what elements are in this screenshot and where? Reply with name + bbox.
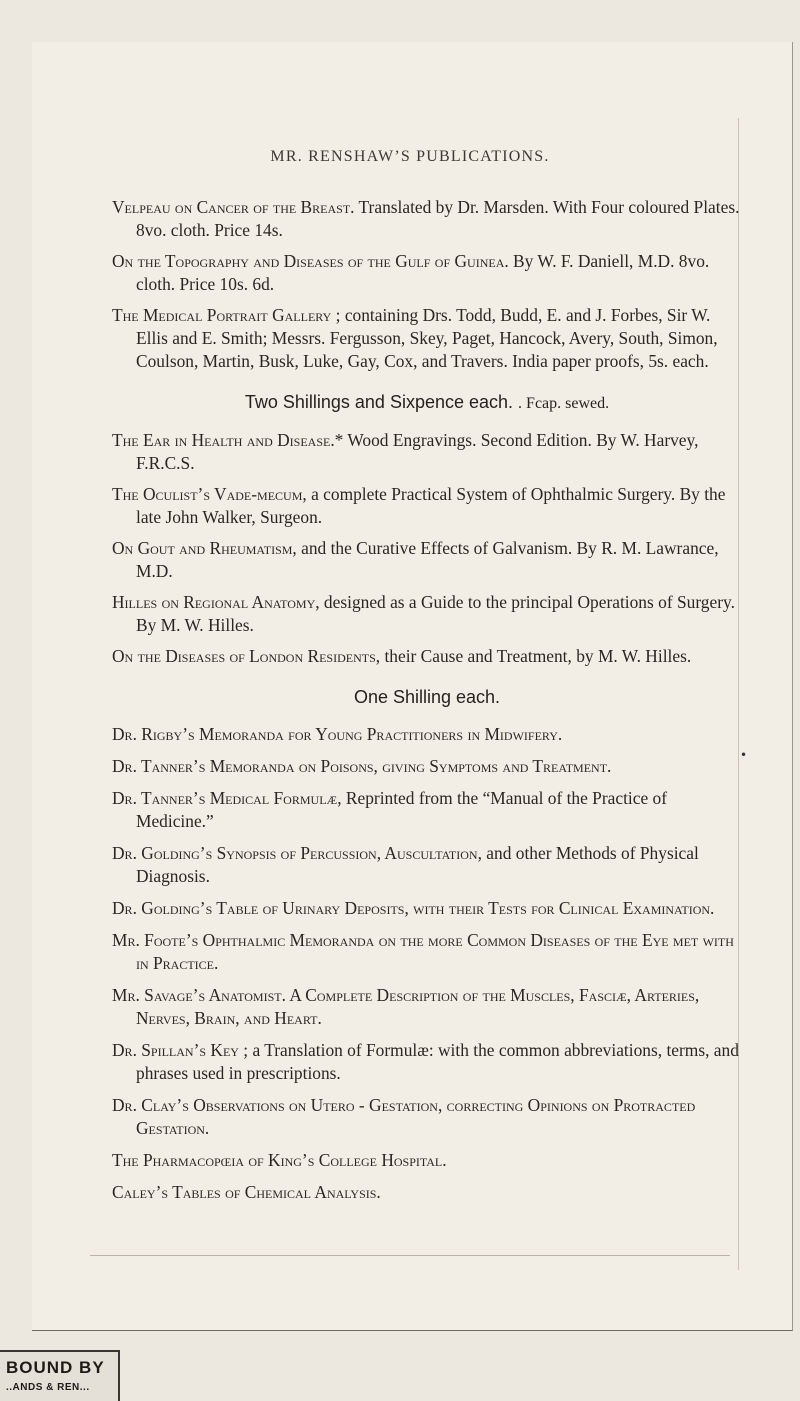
running-head: MR. RENSHAW’S PUBLICATIONS.: [270, 148, 550, 165]
entry-title: On Gout and Rheumatism,: [112, 538, 297, 558]
entry-details: and other Methods of Physical Diagnosis.: [136, 843, 699, 886]
entry-title: The Ear in Health and Disease.: [112, 430, 335, 450]
entry-title: Dr. Tanner’s Medical Formulæ,: [112, 788, 342, 808]
entry-title: Dr. Rigby’s Memoranda for Young Practitioners in Midwifery.: [112, 724, 563, 744]
catalogue-entry: [112, 1039, 742, 1085]
entry-title: Mr. Foote’s Ophthalmic Memoranda on the more Common Diseases of the Eye met with in Practice.: [112, 930, 734, 973]
bottom-rule: [90, 1255, 730, 1256]
entry-title: Dr. Golding’s Table of Urinary Deposits, with their Tests for Clinical Examination.: [112, 898, 715, 918]
entry-title: Dr. Golding’s Synopsis of Percussion, Auscultation,: [112, 843, 482, 863]
entry-title: Caley’s Tables of Chemical Analysis.: [112, 1182, 381, 1202]
section-heading-one-shilling: [112, 686, 742, 709]
catalogue-entry: [112, 1181, 742, 1204]
margin-mark-icon: •: [740, 748, 748, 762]
catalogue-entry: [112, 723, 742, 746]
binder-ticket-line2: ..ANDS & REN...: [6, 1382, 90, 1393]
entry-title: The Medical Portrait Gallery ;: [112, 305, 341, 325]
entry-details: By W. F. Daniell, M.D. 8vo. cloth. Price 10s. 6d.: [136, 251, 710, 294]
binder-ticket: [0, 1350, 120, 1401]
entry-title: Hilles on Regional Anatomy,: [112, 592, 320, 612]
entry-details: a Translation of Formulæ: with the common abbreviations, terms, and phrases used in prescriptions.: [136, 1040, 739, 1083]
catalogue-entry: [112, 1094, 742, 1140]
catalogue-entry: [112, 1149, 742, 1172]
binder-ticket-line1: BOUND BY: [6, 1358, 105, 1377]
catalogue-entry: [112, 483, 742, 529]
entry-details: containing Drs. Todd, Budd, E. and J. Forbes, Sir W. Ellis and E. Smith; Messrs. Fergusson, Skey, Paget, Hancock, Avery, South, Simon, Coulson, Martin, Busk, Luke, Gay, Cox, and Travers. India paper proofs, 5s. each.: [136, 305, 718, 371]
catalogue-entry: [112, 897, 742, 920]
entry-title: Velpeau on Cancer of the Breast.: [112, 197, 355, 217]
entry-details: and the Curative Effects of Galvanism. By R. M. Lawrance, M.D.: [136, 538, 719, 581]
entry-details: designed as a Guide to the principal Operations of Surgery. By M. W. Hilles.: [136, 592, 735, 635]
entry-details: Translated by Dr. Marsden. With Four coloured Plates. 8vo. cloth. Price 14s.: [136, 197, 740, 240]
catalogue-content: [112, 196, 742, 1213]
catalogue-entry: [112, 250, 742, 296]
entry-title: On the Diseases of London Residents,: [112, 646, 381, 666]
entry-details: their Cause and Treatment, by M. W. Hilles.: [380, 646, 692, 666]
catalogue-entry: [112, 984, 742, 1030]
section-heading-text: One Shilling each.: [353, 687, 501, 707]
section-heading-two-shillings: [112, 391, 742, 415]
entry-details: * Wood Engravings. Second Edition. By W. Harvey, F.R.C.S.: [136, 430, 699, 473]
entry-title: On the Topography and Diseases of the Gulf of Guinea.: [112, 251, 509, 271]
entry-title: Dr. Clay’s Observations on Utero - Gestation, correcting Opinions on Protracted Gestation.: [112, 1095, 696, 1138]
catalogue-entry: [112, 842, 742, 888]
entry-details: Reprinted from the “Manual of the Practice of Medicine.”: [136, 788, 668, 831]
catalogue-entry: [112, 304, 742, 373]
catalogue-entry: [112, 645, 742, 668]
catalogue-entry: [112, 787, 742, 833]
entry-title: Dr. Tanner’s Memoranda on Poisons, giving Symptoms and Treatment.: [112, 756, 612, 776]
entry-title: Mr. Savage’s Anatomist. A Complete Description of the Muscles, Fasciæ, Arteries, Nerves, Brain, and Heart.: [112, 985, 700, 1028]
catalogue-entry: [112, 591, 742, 637]
catalogue-entry: [112, 929, 742, 975]
section-heading-text: Two Shillings and Sixpence each.: [244, 392, 514, 412]
catalogue-entry: [112, 755, 742, 778]
catalogue-entry: [112, 196, 742, 242]
entry-title: The Pharmacopœia of King’s College Hospital.: [112, 1150, 447, 1170]
catalogue-entry: [112, 537, 742, 583]
catalogue-entry: [112, 429, 742, 475]
entry-title: Dr. Spillan’s Key ;: [112, 1040, 249, 1060]
entry-title: The Oculist’s Vade-mecum,: [112, 484, 307, 504]
section-note: . Fcap. sewed.: [518, 395, 610, 412]
entry-details: a complete Practical System of Ophthalmic Surgery. By the late John Walker, Surgeon.: [136, 484, 726, 527]
